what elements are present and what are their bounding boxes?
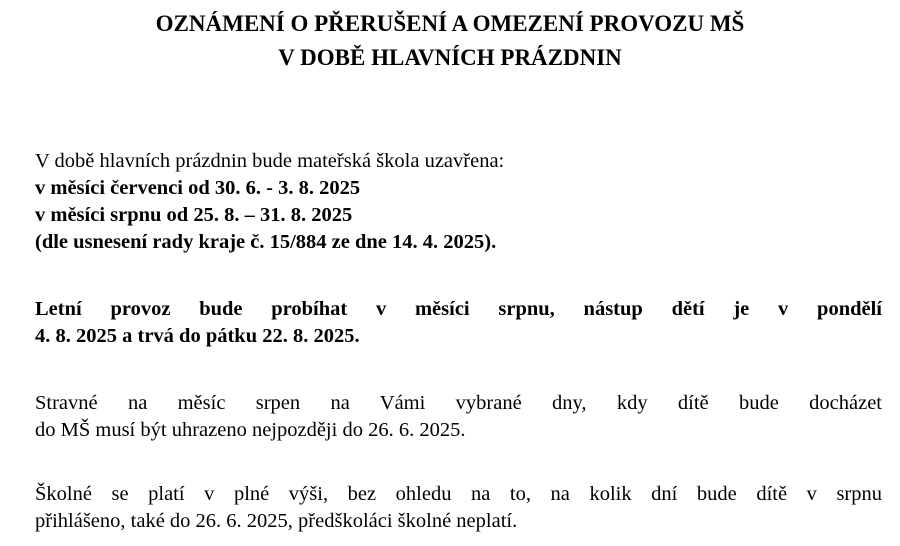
summer-operation-paragraph — [35, 296, 882, 350]
tuition-paragraph — [35, 481, 882, 535]
document-title-line-1: OZNÁMENÍ O PŘERUŠENÍ A OMEZENÍ PROVOZU MŠ — [155, 11, 745, 36]
closure-august-dates: v měsíci srpnu od 25. 8. – 31. 8. 2025 — [35, 204, 353, 226]
closure-intro: V době hlavních prázdnin bude mateřská škola uzavřena: — [35, 150, 505, 172]
summer-operation-line-1: Letní provoz bude probíhat v měsíci srpnu, nástup dětí je v pondělí — [35, 298, 882, 320]
tuition-line-2: přihlášeno, také do 26. 6. 2025, předškoláci školné neplatí. — [35, 510, 518, 532]
closure-resolution-note: (dle usnesení rady kraje č. 15/884 ze dne 14. 4. 2025). — [35, 231, 497, 253]
meal-fee-paragraph — [35, 390, 882, 444]
document-title-line-2: V DOBĚ HLAVNÍCH PRÁZDNIN — [278, 45, 622, 70]
tuition-line-1: Školné se platí v plné výši, bez ohledu na to, na kolik dní bude dítě v srpnu — [35, 483, 882, 505]
closure-july-dates: v měsíci červenci od 30. 6. - 3. 8. 2025 — [35, 177, 361, 199]
summer-operation-line-2: 4. 8. 2025 a trvá do pátku 22. 8. 2025. — [35, 325, 360, 347]
closure-paragraph — [35, 148, 882, 256]
meal-fee-line-2: do MŠ musí být uhrazeno nejpozději do 26. 6. 2025. — [35, 419, 466, 441]
meal-fee-line-1: Stravné na měsíc srpen na Vámi vybrané dny, kdy dítě bude docházet — [35, 392, 882, 414]
